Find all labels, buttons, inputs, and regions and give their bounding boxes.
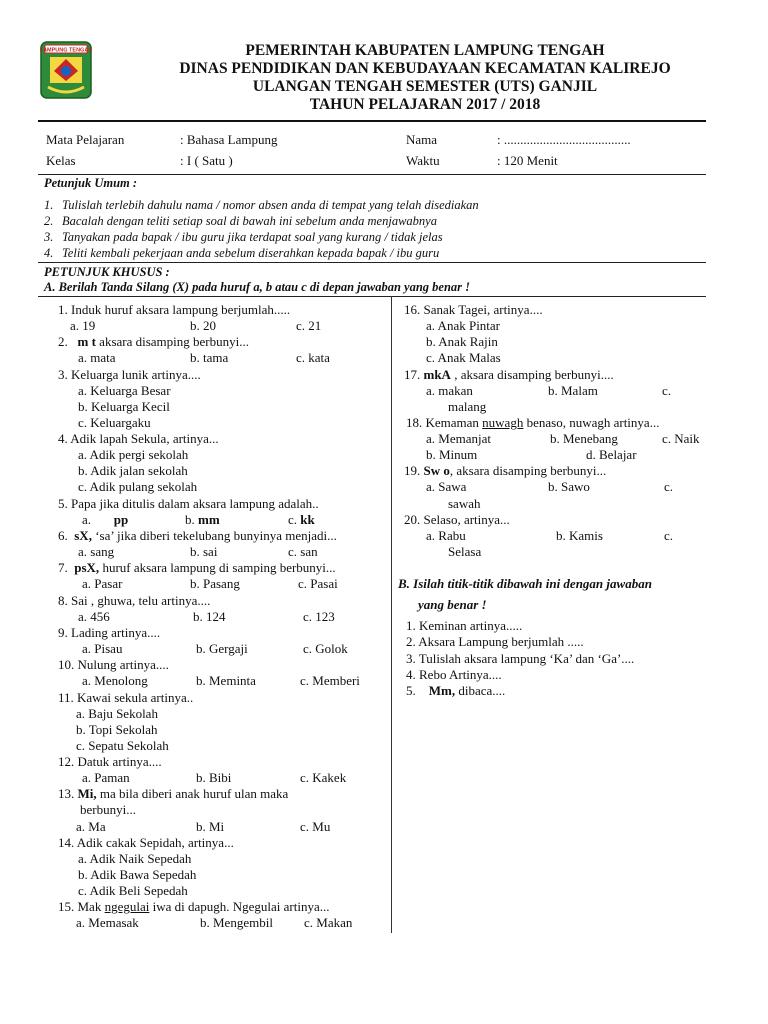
- q1-option-c: c. 21: [296, 318, 322, 333]
- question-9: 9. Lading artinya....: [58, 625, 161, 640]
- general-instructions: [44, 176, 479, 261]
- essay-question-5: [406, 683, 505, 699]
- q3-option-a: a. Keluarga Besar: [78, 383, 171, 398]
- question-number: 13.: [58, 786, 75, 801]
- q12-option-a: a. Paman: [82, 770, 130, 785]
- question-17: [404, 367, 614, 383]
- section-a-divider: [38, 296, 706, 297]
- lampung-glyph: Sw o: [423, 463, 450, 478]
- question-text: ma bila diberi anak huruf ulan maka: [96, 786, 289, 801]
- underlined-word: nuwagh: [482, 415, 524, 430]
- lampung-glyph: sX,: [74, 528, 92, 543]
- question-text: dibaca....: [455, 683, 506, 698]
- document-header: [0, 38, 768, 118]
- question-number: 7.: [58, 560, 68, 575]
- lampung-glyph: m t: [77, 334, 96, 349]
- q13-option-a: a. Ma: [76, 819, 106, 834]
- q11-option-a: a. Baju Sekolah: [76, 706, 158, 721]
- q4-option-a: a. Adik pergi sekolah: [78, 447, 189, 462]
- q18-option-c: c. Naik: [662, 431, 700, 446]
- q1-option-b: b. 20: [190, 318, 216, 333]
- q9-option-b: b. Gergaji: [196, 641, 248, 656]
- waktu-value: : 120 Menit: [497, 153, 558, 168]
- question-14: 14. Adik cakak Sepidah, artinya...: [58, 835, 234, 850]
- nama-label: Nama: [406, 132, 438, 147]
- question-text: ‘sa’ jika diberi tekelubang bunyinya menjadi...: [91, 528, 337, 543]
- question-11: 11. Kawai sekula artinya..: [58, 690, 194, 705]
- q7-option-b: b. Pasang: [190, 576, 240, 591]
- question-12: 12. Datuk artinya....: [58, 754, 162, 769]
- q4-option-c: c. Adik pulang sekolah: [78, 479, 198, 494]
- question-text: huruf aksara lampung di samping berbunyi...: [99, 560, 336, 575]
- option-letter: c.: [288, 512, 298, 527]
- question-text: aksara disamping berbunyi...: [95, 334, 249, 349]
- question-text: , aksara disamping berbunyi....: [450, 367, 614, 382]
- lampung-glyph: mkA: [423, 367, 451, 382]
- q14-option-b: b. Adik Bawa Sepedah: [78, 867, 197, 882]
- instruction-text: Tanyakan pada bapak / ibu guru jika terdapat soal yang kurang / tidak jelas: [62, 230, 443, 244]
- question-15: [58, 899, 330, 915]
- instruction-text: Teliti kembali pekerjaan anda sebelum diserahkan kepada bapak / ibu guru: [62, 246, 440, 260]
- q18-option-a: a. Memanjat: [426, 431, 491, 446]
- q15-option-a: a. Memasak: [76, 915, 139, 930]
- question-5: 5. Papa jika ditulis dalam aksara lampung adalah..: [58, 496, 319, 511]
- q10-option-a: a. Menolong: [82, 673, 148, 688]
- logo-text: LAMPUNG TENGAH: [40, 47, 92, 54]
- list-item: 1. Tulislah terlebih dahulu nama / nomor absen anda di tempat yang telah disediakan: [44, 198, 479, 212]
- section-b-title-continued: yang benar !: [418, 597, 487, 612]
- instructions-divider: [38, 262, 706, 263]
- q5-option-c: [288, 512, 315, 528]
- q9-option-a: a. Pisau: [82, 641, 123, 656]
- special-instructions-title: PETUNJUK KHUSUS :: [44, 265, 170, 279]
- option-letter: b.: [185, 512, 195, 527]
- question-text: iwa di dapugh. Ngegulai artinya...: [149, 899, 330, 914]
- q9-option-c: c. Golok: [303, 641, 348, 656]
- q20-option-c-text: Selasa: [448, 544, 482, 559]
- header-divider: [38, 120, 706, 122]
- question-text: , aksara disamping berbunyi...: [449, 463, 607, 478]
- header-line-3: ULANGAN TENGAH SEMESTER (UTS) GANJIL: [252, 78, 598, 95]
- q10-option-b: b. Meminta: [196, 673, 256, 688]
- lampung-glyph: mm: [198, 512, 220, 527]
- lampung-glyph: pp: [113, 512, 129, 527]
- q7-option-c: c. Pasai: [298, 576, 338, 591]
- list-item: 4. Teliti kembali pekerjaan anda sebelum diserahkan kepada bapak / ibu guru: [44, 246, 440, 260]
- q6-option-b: b. sai: [190, 544, 218, 559]
- q18-option-b2: b. Minum: [426, 447, 478, 462]
- mapel-label: Mata Pelajaran: [46, 132, 125, 147]
- question-number: 6.: [58, 528, 68, 543]
- question-number: 5.: [406, 683, 416, 698]
- question-19: [404, 463, 606, 479]
- q15-option-b: b. Mengembil: [200, 915, 273, 930]
- question-number: 17.: [404, 367, 421, 382]
- question-number: 19.: [404, 463, 421, 478]
- q2-option-b: b. tama: [190, 350, 229, 365]
- q2-option-c: c. kata: [296, 350, 330, 365]
- q11-option-b: b. Topi Sekolah: [76, 722, 158, 737]
- question-number: 2.: [58, 334, 68, 349]
- q14-option-a: a. Adik Naik Sepedah: [78, 851, 192, 866]
- question-10: 10. Nulung artinya....: [58, 657, 169, 672]
- q3-option-b: b. Keluarga Kecil: [78, 399, 170, 414]
- q6-option-c: c. san: [288, 544, 318, 559]
- option-letter: a.: [82, 512, 92, 527]
- q6-option-a: a. sang: [78, 544, 115, 559]
- essay-question-2: 2. Aksara Lampung berjumlah .....: [406, 634, 584, 649]
- q7-option-a: a. Pasar: [82, 576, 123, 591]
- q8-option-b: b. 124: [193, 609, 226, 624]
- lampung-glyph: Mm,: [428, 683, 456, 698]
- q18-option-b: b. Menebang: [550, 431, 618, 446]
- underlined-word: ngegulai: [104, 899, 150, 914]
- kelas-label: Kelas: [46, 153, 76, 168]
- q15-option-c: c. Makan: [304, 915, 353, 930]
- question-20: 20. Selaso, artinya...: [404, 512, 510, 527]
- essay-question-4: 4. Rebo Artinya....: [406, 667, 502, 682]
- q13-option-b: b. Mi: [196, 819, 225, 834]
- section-b-title: B. Isilah titik-titik dibawah ini dengan jawaban: [398, 576, 652, 591]
- q19-option-c: c.: [664, 479, 674, 494]
- q16-option-b: b. Anak Rajin: [426, 334, 498, 349]
- q10-option-c: c. Memberi: [300, 673, 360, 688]
- q17-option-c-text: malang: [448, 399, 487, 414]
- list-item: 2. Bacalah dengan teliti setiap soal di bawah ini sebelum anda menjawabnya: [44, 214, 437, 228]
- q12-option-c: c. Kakek: [300, 770, 347, 785]
- lampung-glyph: kk: [300, 512, 315, 527]
- question-13-continued: berbunyi...: [80, 802, 136, 817]
- essay-question-1: 1. Keminan artinya.....: [406, 618, 523, 633]
- header-line-1: PEMERINTAH KABUPATEN LAMPUNG TENGAH: [245, 42, 605, 59]
- question-16: 16. Sanak Tagei, artinya....: [404, 302, 543, 317]
- question-4: 4. Adik lapah Sekula, artinya...: [58, 431, 219, 446]
- essay-question-3: 3. Tulislah aksara lampung ‘Ka’ dan ‘Ga’....: [406, 651, 635, 666]
- q8-option-a: a. 456: [78, 609, 110, 624]
- question-7: [58, 560, 336, 576]
- header-line-2: DINAS PENDIDIKAN DAN KEBUDAYAAN KECAMATAN KALIREJO: [179, 60, 671, 77]
- general-instructions-list: [44, 197, 479, 261]
- q5-option-a: [82, 512, 128, 528]
- q8-option-c: c. 123: [303, 609, 335, 624]
- q11-option-c: c. Sepatu Sekolah: [76, 738, 169, 753]
- regency-logo: [40, 41, 92, 99]
- info-divider: [38, 174, 706, 175]
- question-text: benaso, nuwagh artinya...: [523, 415, 660, 430]
- lampung-glyph: psX,: [74, 560, 100, 575]
- q18-option-d: d. Belajar: [586, 447, 637, 462]
- header-line-4: TAHUN PELAJARAN 2017 / 2018: [309, 96, 541, 113]
- question-3: 3. Keluarga lunik artinya....: [58, 367, 201, 382]
- question-2: [58, 334, 249, 350]
- instruction-text: Bacalah dengan teliti setiap soal di bawah ini sebelum anda menjawabnya: [62, 214, 437, 228]
- mapel-value: : Bahasa Lampung: [180, 132, 278, 147]
- q3-option-c: c. Keluargaku: [78, 415, 151, 430]
- lampung-glyph: Mi,: [77, 786, 97, 801]
- general-instructions-title: Petunjuk Umum :: [44, 176, 138, 190]
- q20-option-b: b. Kamis: [556, 528, 603, 543]
- q16-option-a: a. Anak Pintar: [426, 318, 501, 333]
- list-item: 3. Tanyakan pada bapak / ibu guru jika terdapat soal yang kurang / tidak jelas: [44, 230, 443, 244]
- waktu-label: Waktu: [406, 153, 440, 168]
- q2-option-a: a. mata: [78, 350, 116, 365]
- column-separator: [391, 296, 392, 933]
- question-text: 15. Mak: [58, 899, 105, 914]
- question-1: 1. Induk huruf aksara lampung berjumlah.....: [58, 302, 291, 317]
- question-6: [58, 528, 337, 544]
- q19-option-a: a. Sawa: [426, 479, 467, 494]
- q20-option-c: c.: [664, 528, 674, 543]
- kelas-value: : I ( Satu ): [180, 153, 233, 168]
- question-18: [406, 415, 659, 431]
- instruction-text: Tulislah terlebih dahulu nama / nomor absen anda di tempat yang telah disediakan: [62, 198, 479, 212]
- question-13: [58, 786, 288, 802]
- q19-option-c-text: sawah: [448, 496, 481, 511]
- q5-option-b: [185, 512, 220, 528]
- q13-option-c: c. Mu: [300, 819, 331, 834]
- q16-option-c: c. Anak Malas: [426, 350, 501, 365]
- nama-value: : .......................................: [497, 132, 631, 147]
- q14-option-c: c. Adik Beli Sepedah: [78, 883, 188, 898]
- q17-option-a: a. makan: [426, 383, 473, 398]
- q20-option-a: a. Rabu: [426, 528, 466, 543]
- q17-option-b: b. Malam: [548, 383, 598, 398]
- question-8: 8. Sai , ghuwa, telu artinya....: [58, 593, 211, 608]
- q12-option-b: b. Bibi: [196, 770, 232, 785]
- q19-option-b: b. Sawo: [548, 479, 590, 494]
- q1-option-a: a. 19: [70, 318, 96, 333]
- q17-option-c: c.: [662, 383, 672, 398]
- question-text: 18. Kemaman: [406, 415, 483, 430]
- section-a-title: A. Berilah Tanda Silang (X) pada huruf a, b atau c di depan jawaban yang benar !: [44, 280, 471, 294]
- q4-option-b: b. Adik jalan sekolah: [78, 463, 188, 478]
